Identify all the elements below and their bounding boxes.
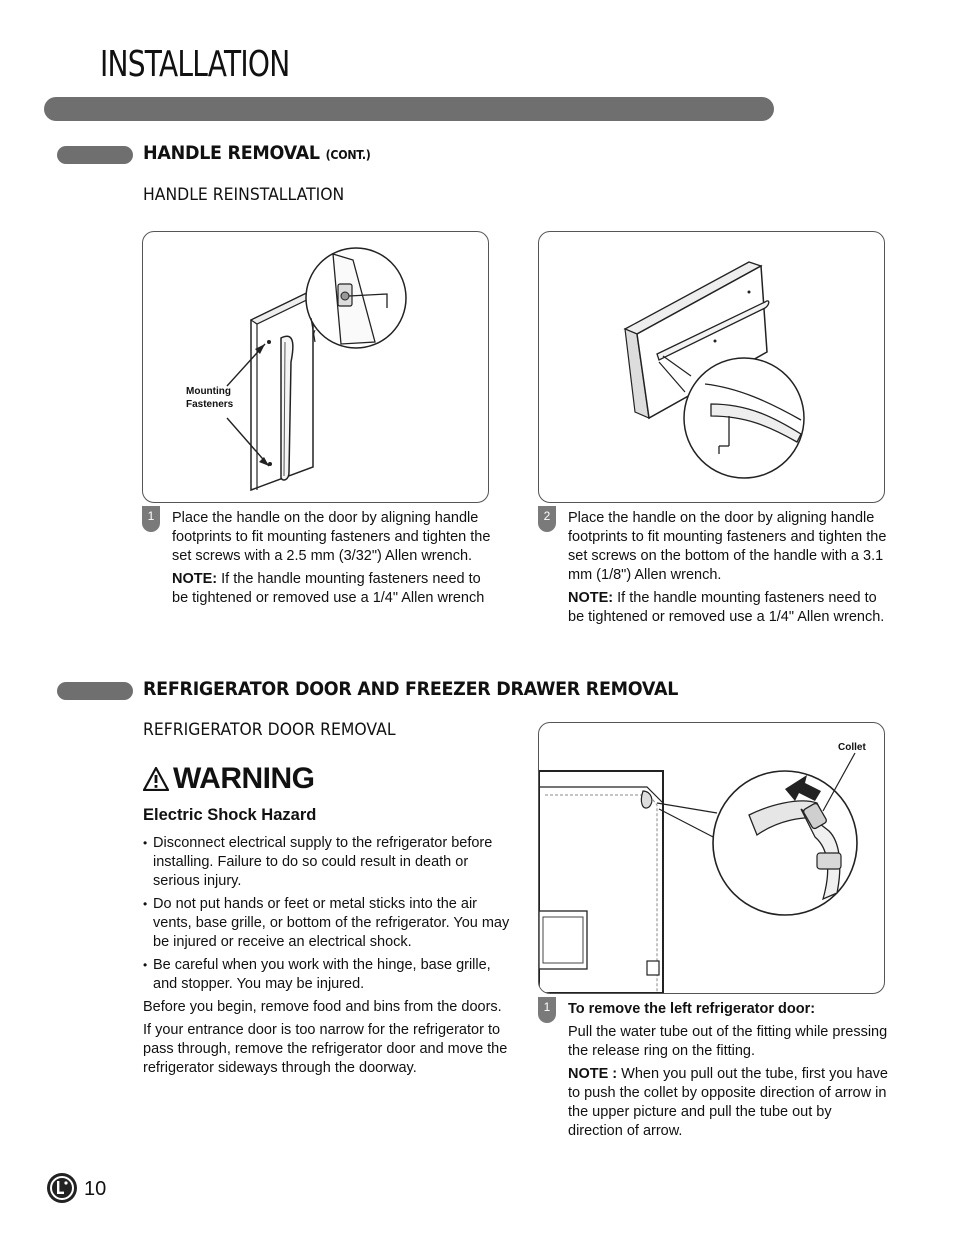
warning-title [143, 762, 315, 796]
section-heading-handle-removal [143, 142, 371, 164]
note-label: NOTE : [568, 1066, 618, 1082]
paragraph: If your entrance door is too narrow for the refrigerator to pass through, remove the refrigerator door and move the refrigerator sideways through the doorway. [143, 1022, 508, 1076]
note-text: If the handle mounting fasteners need to be tightened or removed use a 1/4" Allen wrench [172, 571, 485, 606]
warning-triangle-icon [143, 767, 169, 791]
heading-text: HANDLE REMOVAL [143, 142, 320, 164]
drawer-handle-illustration [539, 232, 884, 502]
figure-door-removal [538, 722, 885, 994]
bullet-item: • Do not put hands or feet or metal sticks into the air vents, base grille, or bottom of the refrigerator. You may be injured or receive an electrical shock. [143, 895, 513, 952]
warning-text: WARNING [173, 762, 315, 795]
figure-handle-reinstall-2 [538, 231, 885, 503]
step-note [172, 570, 494, 608]
figure-handle-reinstall-1 [142, 231, 489, 503]
step-number-badge: 1 [538, 997, 556, 1023]
bullet-item: • Be careful when you work with the hinge, base grille, and stopper. You may be injured. [143, 956, 513, 994]
label-mounting-fasteners: Mounting Fasteners [186, 386, 234, 410]
bullet-item: • Disconnect electrical supply to the refrigerator before installing. Failure to do so could result in death or serious injury. [143, 834, 513, 891]
step-title: To remove the left refrigerator door: [568, 1001, 816, 1017]
heading-suffix: (CONT.) [325, 148, 371, 162]
step-2-instructions [568, 509, 890, 631]
water-tube-illustration [539, 723, 884, 993]
step-number-badge: 2 [538, 506, 556, 532]
step-text: Place the handle on the door by aligning handle footprints to fit mounting fasteners and tighten the set screws on the bottom of the handle with a 3.1 mm (1/8") Allen wrench. [568, 510, 887, 583]
step-1-instructions [172, 509, 494, 612]
step-text: Place the handle on the door by aligning handle footprints to fit mounting fasteners and tighten the set screws with a 2.5 mm (3/32") Allen wrench. [172, 510, 491, 564]
page-title: INSTALLATION [100, 44, 290, 85]
step-note [568, 1065, 888, 1141]
section-marker [57, 146, 133, 164]
note-text: When you pull out the tube, first you have to push the collet by opposite direction of arrow in the upper picture and pull the tube out by direction of arrow. [568, 1066, 888, 1139]
step-text: Pull the water tube out of the fitting while pressing the release ring on the fitting. [568, 1024, 888, 1059]
hazard-title: Electric Shock Hazard [143, 806, 317, 824]
note-label: NOTE: [172, 571, 218, 587]
step-note [568, 589, 890, 627]
warning-content [143, 834, 513, 1082]
title-bar [44, 97, 774, 121]
page-number: 10 [84, 1178, 107, 1200]
section-marker [57, 682, 133, 700]
label-collet: Collet [838, 742, 866, 753]
subheading-door-removal: REFRIGERATOR DOOR REMOVAL [143, 720, 396, 740]
subheading-handle-reinstallation: HANDLE REINSTALLATION [143, 185, 345, 205]
note-text: If the handle mounting fasteners need to be tightened or removed use a 1/4" Allen wrench. [568, 590, 885, 625]
door-step-instructions [568, 1000, 888, 1145]
step-number-badge: 1 [142, 506, 160, 532]
warning-bullets [143, 834, 513, 994]
section-heading-door-removal: REFRIGERATOR DOOR AND FREEZER DRAWER REMOVAL [143, 678, 679, 700]
door-handle-illustration [143, 232, 488, 502]
lg-logo-icon [46, 1172, 78, 1204]
paragraph: Before you begin, remove food and bins from the doors. [143, 999, 502, 1015]
note-label: NOTE: [568, 590, 614, 606]
